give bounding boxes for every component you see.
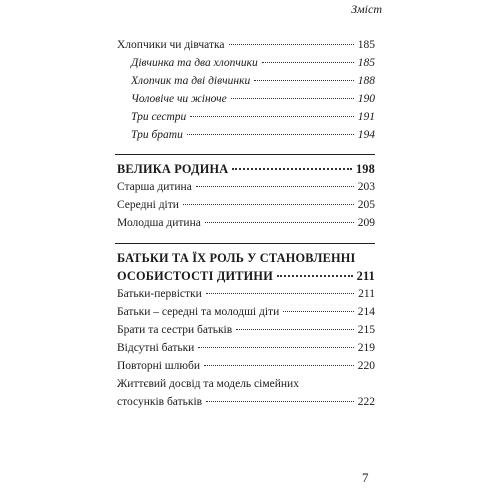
toc-subentry: Три брати 194 <box>131 129 375 141</box>
toc-entry: Брати та сестри батьків 215 <box>117 324 375 336</box>
toc-entry: Хлопчики чи дівчатка 185 <box>117 39 375 51</box>
running-head: Зміст <box>351 2 382 16</box>
toc-section-heading: ВЕЛИКА РОДИНА 198 <box>117 162 375 176</box>
toc-entry: Середні діти 205 <box>117 199 375 211</box>
toc-entry: Повторні шлюби 220 <box>117 360 375 372</box>
page-number: 7 <box>362 470 369 485</box>
toc-entry: стосунків батьків 222 <box>117 396 375 408</box>
section-divider <box>115 154 375 155</box>
toc-subentry: Дівчинка та два хлопчики 185 <box>131 57 375 69</box>
toc-section-heading: ОСОБИСТОСТІ ДИТИНИ 211 <box>117 269 375 283</box>
toc-entry: Відсутні батьки 219 <box>117 342 375 354</box>
toc-subentry: Хлопчик та дві дівчинки 188 <box>131 75 375 87</box>
toc-subentry: Три сестри 191 <box>131 111 375 123</box>
section-divider <box>115 243 375 244</box>
toc-entry: Батьки-первістки 211 <box>117 288 375 300</box>
toc-subentry: Чоловіче чи жіноче 190 <box>131 93 375 105</box>
toc-entry: Батьки – середні та молодші діти 214 <box>117 306 375 318</box>
toc-entry: Старша дитина 203 <box>117 181 375 193</box>
toc-entry-line1: Життєвий досвід та модель сімейних <box>117 378 299 390</box>
toc-section-heading-line1: БАТЬКИ ТА ЇХ РОЛЬ У СТАНОВЛЕННІ <box>117 251 356 265</box>
toc-entry: Молодша дитина 209 <box>117 217 375 229</box>
